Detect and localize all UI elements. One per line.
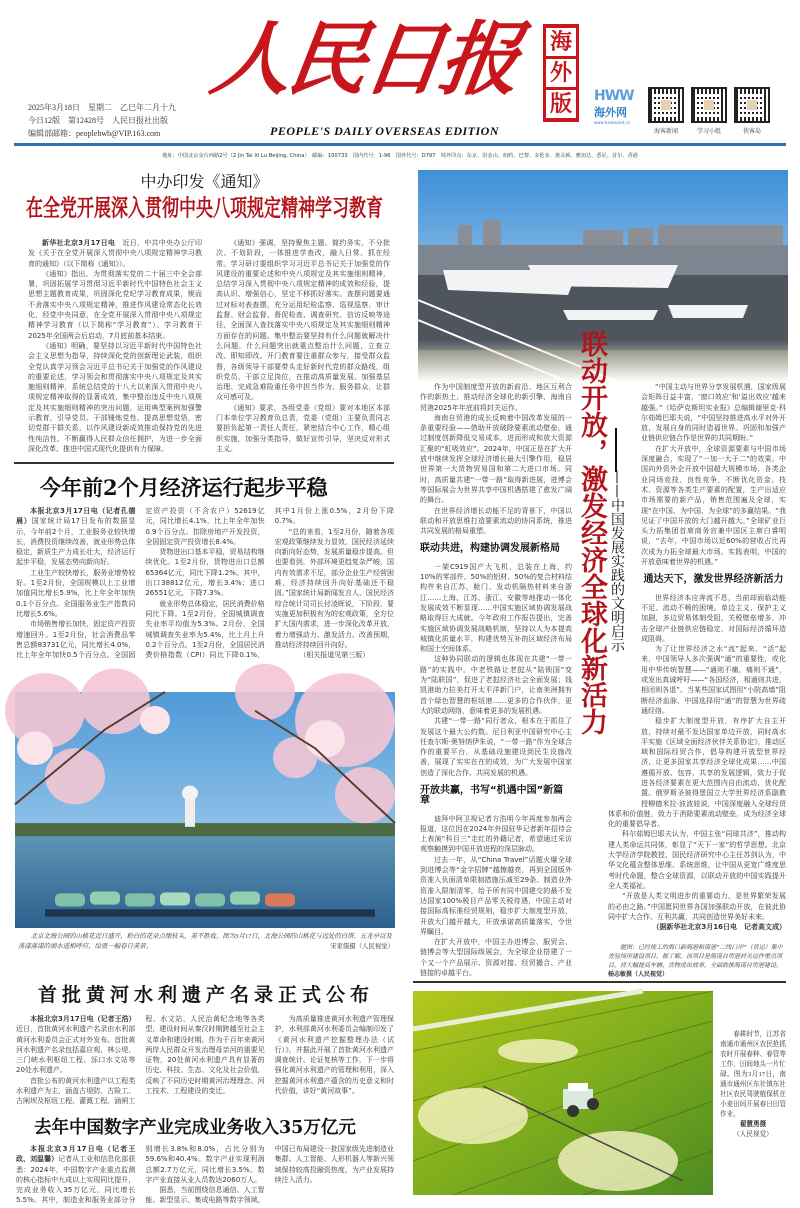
paragraph: “总的来看，1至2月份，随着各项宏观政策继续发力显效，国民经济延续向新向好态势，发展质量稳步提高。但也要看到，外部环境更趋复杂严峻，国内有效需求不足，部分企业生产经营困难，经济持续回升向好基础还不稳固。”国家统计局新闻发言人、国民经济综合统计司司长付凌晖说，下阶段，要实施更加积极有为的宏观政策，全方位扩大国内需求，进一步深化改革开放，着力增强动力、激发活力、改善预期，推动经济持续回升向好。: [274, 527, 394, 649]
paragraph: 据悉，当前围绕信息通信、人工智能、新型显示、集成电路等数字领域，中国已布局建设一批国家级先进制造业集群。人工智能、人形机器人等新兴领域保持较高投融资热度，为产业发展持续注入活力。: [145, 1145, 394, 1205]
paragraph: 世界经济本应奔流不息，当前却面临动能不足、流动不畅的困境。单边主义、保护主义加剧，多边贸易体制受阻，关税壁垒增多，冲击全球产业链供应链稳定，对国际经济循环造成阻碍。: [641, 593, 786, 643]
english-title: PEOPLE'S DAILY OVERSEAS EDITION: [270, 124, 499, 138]
divider: [14, 462, 394, 464]
newspaper-logo: 人民日报: [205, 12, 523, 106]
economy-body: [16, 506, 394, 686]
caption-text: 题图：已经竣工的海口新海港和南港“二线口岸”（货运）集中查验场所建设项目。据了解，该项目是海南自贸港封关运作重点项目，将大幅提高车辆、货物进出效率，全面助推海南自贸港建设。: [608, 945, 783, 969]
dateline: 新华社北京3月17日电: [42, 239, 116, 247]
qr-item[interactable]: [648, 87, 684, 135]
hww-url: www.haiwainet.cn: [594, 120, 631, 125]
paragraph: 《通知》强调，坚持聚焦主题、简约务实，不分批次、不划阶段，一体推进学查改，融入日常、抓在经常。学习研讨要组织学习习近平总书记关于加强党的作风建设的重要论述和中央八项规定及其实施细则精神，总结学习深入贯彻中央八项规定精神的成效和经验，提高认识、增强信心，坚定不移抓好落实。查摆问题要通过对标对表查摆，充分运用纪检监察、巡视巡察、审计监督、财会监督、督促检查、调查研究、信访反映等途径，全面深入查找落实中央八项规定及其实施细则精神方面存在的问题。集中整治要坚持有什么问题就解决什么问题，什么问题突出就重点整治什么问题，立查立改、即知即改。开门教育要注重群众参与，接受群众监督，各级领导干部要带头走好新时代党的群众路线，组织党员、干部立足岗位，在推动高质量发展、加强基层治理、完成急难险重任务中担当作为、服务群众，让群众可感可及。: [216, 239, 390, 402]
lead-headline: 在全党开展深入贯彻中央八项规定精神学习教育: [26, 195, 383, 223]
paragraph: 过去一年，从“China Travel”话题火爆全球到进博会等“金字招牌”越擦越亮，再到全国版外资准入负面清单限制措施压减至29条、制造业外资准入限制清零，给予所有同中国建交的最不发达国家100%税目产品零关税待遇，中国主动对接国际高标准经贸规则，稳步扩大制度型开放，开放大门越开越大，开放承诺高质量落实，令世界瞩目。: [420, 855, 572, 936]
issue-line: 今日12版 第12428号 人民日报社出版: [28, 116, 168, 125]
paragraph: “中国主动与世界分享发展机遇，国家级展会矩阵日益丰富，‘窗口效应’和‘溢出效应’越来越强。”《哈萨克斯坦实业报》总编辑谢里克·科尔茹姆巴耶夫说，“中国坚持推进高水平对外开放，发展自身的同时造福世界。巩固和加强产业链供应链合作是世界的共同期盼。”: [641, 383, 786, 443]
photo-credit: 翟慧勇摄: [739, 1121, 767, 1128]
section-subhead: 开放共赢，书写“机遇中国”新篇章: [420, 784, 564, 807]
email-line: 编辑部邮箱：peoplehwb@VIP.163.com: [28, 129, 161, 138]
paragraph: 记者从工业和信息化部获悉：2024年，中国数字产业重点监测的核心指标中九成以上实现同比提升，完成业务收入35万亿元，同比增长5.5%。其中，制造业和服务业部分分别增长3.8%和8.0%，占比分别为59.6%和40.4%。数字产业实现利润总额2.7万亿元，同比增长3.5%。数字产业直接从业人员数达2060万人。: [16, 1145, 265, 1205]
paragraph: 市场销售增长加快，固定资产投资增速回升。1至2月份，社会消费品零售总额83731亿元，同比增长4.0%，比上年全年加快0.5个百分点。全国固定资产投资（不含农户）52619亿元，同比增长4.1%，比上年全年加快0.9个百分点。扣除房地产开发投资，全国固定资产投资增长8.4%。: [16, 507, 265, 660]
paragraph: 就业形势总体稳定，居民消费价格同比下降。1至2月份，全国城镇调查失业率平均值为5.3%。2月份，全国城镇调查失业率为5.4%，比上月上升0.2个百分点。1至2月份，全国居民消费价格指数（CPI）同比下降0.1%，其中1月份上涨0.5%，2月份下降0.7%。: [145, 507, 394, 660]
paragraph: 《通知》要求，各级党委（党组）要对本地区本部门本单位学习教育负总责，党委（党组）主要负责同志要担负起第一责任人责任，紧密结合中心工作，精心组织实施，加强分类指导，做好宣传引导，坚决反对形式主义。: [216, 403, 390, 453]
paragraph: 货物进出口基本平稳，贸易结构继续优化。1至2月份，货物进出口总额65364亿元，同比下降1.2%。其中，出口38812亿元，增长3.4%；进口26551亿元，下降7.3%。: [145, 548, 265, 598]
paragraph: 迪拜中阿卫视记者方浩明今年再度参加两会报道，这位因在2024年外国驻华记者新年招待会上表演“科目三”走红的外籍记者，希望通过采访观察触摸到中国开放进程的深层脉动。: [420, 814, 572, 854]
qr-label: 侠客岛: [742, 128, 761, 135]
address-line: 地址：中国北京金台西路2号（2 Jin Tai Xi Lu Beijing, China） 邮编：100733 国内代号：1-96 国外代号：D797 境外印点：东京、旧金山、纽约、巴黎、多伦多、惠灵顿、雅加达、悉尼、首尔、香港: [162, 153, 638, 159]
dateline: 本报北京3月17日电（记者孔德晨）: [16, 507, 136, 526]
paragraph: 近日，中共中央办公厅印发《关于在全党开展深入贯彻中央八项规定精神学习教育的通知》（以下简称《通知》）。: [28, 239, 202, 268]
farm-photo: [413, 991, 713, 1195]
farm-photo-caption: [720, 1030, 786, 1140]
paragraph: 首批公布的黄河水利遗产以工程类水利遗产为主，涵盖古堤防、古险工、古闸坝及枢纽工程、灌溉工程、涵闸工程、水文站、人民治黄纪念地等各类型，建设时间从秦汉时期跨越至社会主义革命和建设时期。作为千百年来黄河两岸人民群众开发治理母亲河的重要见证物，20处黄河水利遗产具有显著的历史、科技、生态、文化及社会价值，反映了不同历史时期黄河治理理念、河工技术、工程建设的变迁。: [16, 1015, 265, 1106]
paragraph: 作为中国制度型开放的新前沿、地区互利合作的新热土、推动经济全球化的新引擎，海南自贸港2025年年底前将封关运作。: [420, 383, 572, 412]
paragraph: 《通知》明确，要坚持以习近平新时代中国特色社会主义思想为指导，持续深化党的创新理论武装，组织全党认真学习领会习近平总书记关于加强党的作风建设的重要论述，学习领会和贯彻落实中央八项规定及其实施细则精神，系统总结党的十八大以来深入贯彻中央八项规定精神取得的显著成效，集中整治违反中央八项规定及其实施细则精神的突出问题，运用典型案例加强警示教育，引导党员、干部锤炼党性、提高思想觉悟，密切党群干群关系，以作风建设新成效推动保持党的先进性纯洁性、不断赢得人民群众信任拥护，为进一步全面深化改革、推进中国式现代化提供有力保障。: [28, 341, 202, 453]
paragraph: 稳步扩大制度型开放，有序扩大自主开放，持续对最不发达国家单边开放，同时高水平实施《区域全面经济伙伴关系协定》，推动区域和国际经贸合作，倡导构建开放型世界经济，让更多国家共享经济全球化成果……中国遵循开放、包容、共享的发展逻辑，致力于促进各经济要素在更大范围内自由流动、优化配置。俄罗斯圣彼得堡国立大学世界经济系副教授柳德米拉·波波娃说，中国深度融入全球经贸体系和价值链，致力于消除要素流动壁垒，成为经济全球化的重要倡导者。: [608, 717, 786, 829]
paragraph: 国家统计局17日发布的数据显示，今年前2个月，工业服务业较快增长，消费投资继续改善，就业形势总体稳定，新质生产力成长壮大，经济运行起步平稳，发展态势向新向好。: [16, 517, 136, 567]
hww-name: 海外网: [594, 106, 627, 119]
cherry-photo-caption: [18, 932, 394, 951]
edition-char: 海: [546, 28, 576, 56]
date-line: 2025年3月18日 星期二 乙巳年二月十九: [28, 103, 176, 112]
qr-item[interactable]: [734, 87, 770, 135]
photo-credit: 宋家儒摄（人民视觉）: [330, 942, 394, 950]
economy-headline: 今年前2个月经济运行起步平稳: [40, 475, 328, 500]
paragraph: 一架C919国产大飞机，总装在上海，约10%的零部件、50%的铝材、50%的复合材料结构件来自江苏，舱门、发动机隔热材料来自浙江……上海、江苏、浙江、安徽等地推动一体化发展成效不断显现……中国实施区域协调发展战略取得巨大成就。今年政府工作报告提出，完善实施区域协调发展战略机制，坚持以人为本提高城镇化质量水平，构建优势互补的区域经济布局和国土空间体系。: [420, 562, 572, 654]
cherry-blossom-photo: [15, 692, 395, 928]
digital-headline: 去年中国数字产业完成业务收入35万亿元: [34, 1118, 356, 1138]
paragraph: 科尔茹姆巴耶夫认为，中国主张“同球共济”，推动构建人类命运共同体，彰显了“天下一家”的哲学思想。北京大学经济学院教授、国民经济研究中心主任苏剑认为，中华文化蕴含整体思维、系统思维，让中国从更宽广维度思考时代命题，整合全球资源，以联动开放的中国实践提升全人类福祉。: [608, 830, 786, 890]
hww-logo-text: HWW: [594, 88, 634, 104]
divider: [413, 981, 786, 983]
photo-agency: （人民视觉）: [733, 1131, 773, 1138]
caption-text: 北京北海公园的山桃花近日盛开，粉白的花朵点缀枝头，美不胜收。图为3月17日，北海公园的山桃花与远处的白塔、五龙亭以及荡漾落漾的湖水遥相呼应，绘就一幅春日美景。: [18, 933, 392, 950]
photo-credit: 杨志敏摄（人民视觉）: [608, 972, 669, 978]
paragraph: 工业生产较快增长，服务业增势较好。1至2月份，全国规模以上工业增加值同比增长5.9%，比上年全年加快0.1个百分点。全国服务业生产指数同比增长5.6%。: [16, 568, 136, 618]
feature-column-1: [420, 382, 572, 978]
yellow-river-body: [16, 1014, 394, 1110]
feature-column-2: [608, 382, 786, 942]
paragraph: 近日，首批黄河水利遗产名录由水利部黄河水利委员会正式对外发布。首批黄河水利遗产名录包括嘉应观、林公堤、三门峡水利枢纽工程、泺口水文站等20处水利遗产。: [16, 1025, 136, 1075]
dateline: 本报北京3月17日电（记者王浩）: [30, 1015, 136, 1023]
paragraph: 《通知》指出，为贯彻落实党的二十届三中全会部署，巩固拓展学习贯彻习近平新时代中国特色社会主义思想主题教育成果，巩固深化党纪学习教育成果，锲而不舍落实中央八项规定精神，推进作风建设常态化长效化，经党中央同意，在全党开展深入贯彻中央八项规定精神学习教育（以下简称“学习教育”）。学习教育于2025年全国两会后启动，7月底前基本结束。: [28, 269, 202, 340]
lead-body: [28, 238, 390, 458]
qr-code-icon: [648, 87, 684, 123]
qr-code-icon: [691, 87, 727, 123]
paragraph: 海南自贸港的成长反映着中国改革发展的一条重要经验——借助开放破除要素流动壁垒，通过制度创新降低交易成本，进而形成和放大资源汇聚的“虹吸效应”。2024年，中国正是在扩大开放中继续发挥全球经济增长最大引擎作用，稳居世界第一大货物贸易国和第二大进口市场。同时，高质量共建“一带一路”取得新进展，进博会等国际展会为世界共享中国机遇搭建了愈发广阔的舞台。: [420, 413, 572, 505]
caption-text: 春耕时节，江苏省南通市通州区农民抢抓农时开展春种、春管等工作，田间地头一片忙碌。图为3月17日，南通市通州区东社镇东社社区农民驾驶植保机在小麦田间开展春日田管作业。: [720, 1031, 786, 1118]
paragraph: 在扩大开放中，中国主办进博会、服贸会、链博会等大型国际级展会，为全球企业搭建了一个又一个产品展示、资源对接、经贸撮合、产业链接的卓越平台。: [420, 938, 572, 978]
feature-headline: 联动开放，激发经济全球化新活力: [576, 330, 607, 735]
source-line: （据新华社北京3月16日电 记者高文成）: [652, 923, 786, 932]
qr-codes: [648, 87, 770, 135]
feature-photo-caption: [608, 944, 786, 980]
qr-label: 海客新闻: [653, 128, 678, 135]
paragraph: 共建“一带一路”同行者众，根本在于抓住了发展这个最大公约数。尼日利亚中国研究中心主任查尔斯·奥努纳伊朱说，“一带一路”作为全球合作的重要平台，从基础设施建设到民生设施改善，展现了实实在在的成效，为广大发展中国家创造了深化合作、共同发展的机遇。: [420, 717, 572, 777]
masthead-info: [28, 101, 176, 140]
paragraph: 为了让世界经济之水“流”起来、“活”起来，中国领导人多次强调“通”的重要性，或化用中华传统智慧——“通则不痛，痛则不通”，或发出真诚呼吁——“各国经济，相通则共进，相闭则各退”。当某些国家试图用“小院高墙”阻断经济血脉，中国选择用“通”的智慧为世界疏通经络。: [641, 645, 786, 715]
yellow-river-headline: 首批黄河水利遗产名录正式公布: [38, 984, 375, 1006]
lead-kicker: 中办印发《通知》: [140, 172, 269, 191]
paragraph: “开放是人类文明进步的重要动力，是世界繁荣发展的必由之路。”中国愿同世界各国加强联动开放，在彼此协同中扩大合作、互利共赢，共同创造世界美好未来。: [608, 892, 786, 921]
paragraph: 这种协同联动的逻辑也体现在共建“一带一路”的实践中。中老铁路让老挝从“陆锁国”变为“陆联国”，促进了老挝经济社会全面发展；钱凯港助力拉美打开太平洋新门户，让南美洲拥有首个绿色智慧的枢纽港……更多的合作伙伴，更大的联动网络，意味着更多的发展机遇。: [420, 655, 572, 715]
paragraph: 为高质量推进黄河水利遗产管理保护，水利部黄河水利委员会编制印发了《黄河水利遗产挖掘整理办法（试行）》，并据此开展了首批黄河水利遗产调查统计、论证复核等工作，下一步将强化黄河水利遗产的管理和利用，深入挖掘黄河水利遗产蕴含的历史意义和时代价值，讲好“黄河故事”。: [274, 1015, 394, 1096]
section-subhead: 联动共进，构建协调发展新格局: [420, 543, 560, 555]
see-also: （相关报道见第三版）: [299, 651, 370, 660]
digital-body: [16, 1144, 394, 1206]
edition-char: 外: [546, 59, 576, 87]
edition-badge: [543, 24, 579, 122]
feature-subtitle: ——中国发展实践的文明启示: [609, 470, 625, 652]
qr-item[interactable]: [691, 87, 727, 135]
paragraph: 在世界经济增长动能不足的背景下，中国以联动和开放思维打造要素流动的协同系统，推进共同发展的格局重塑。: [420, 506, 572, 536]
paragraph: 在扩大开放中，全球资源要素与中国市场深度融合，实现了“一加一大于二”的效果。中国向外资外企开放中国超大规模市场，各类企业同场竞技、良性竞争，不断优化资金、技术、资源等各类生产要素的配置，生产出适应市场需要的新产品，销售范围遍及全球，实现“在中国、为中国、为全球”的多赢结果。“我见证了中国开放的大门越开越大。”全球矿业巨头力拓集团首席商务官兼中国区主席白睿明说，“去年，中国市场以近60%的营收占比再次成为力拓全球最大市场。实践表明，中国的开放意味着世界的机遇。”: [641, 444, 786, 567]
haiwainet-logo[interactable]: [594, 88, 642, 125]
section-subhead: 通达天下，激发世界经济新活力: [643, 574, 784, 586]
qr-code-icon: [734, 87, 770, 123]
edition-char: 版: [546, 90, 576, 118]
masthead-rule: [14, 143, 786, 146]
qr-label: 学习小组: [696, 128, 721, 135]
dateline: 本报北京3月17日电（记者王政、刘温馨）: [16, 1145, 136, 1164]
